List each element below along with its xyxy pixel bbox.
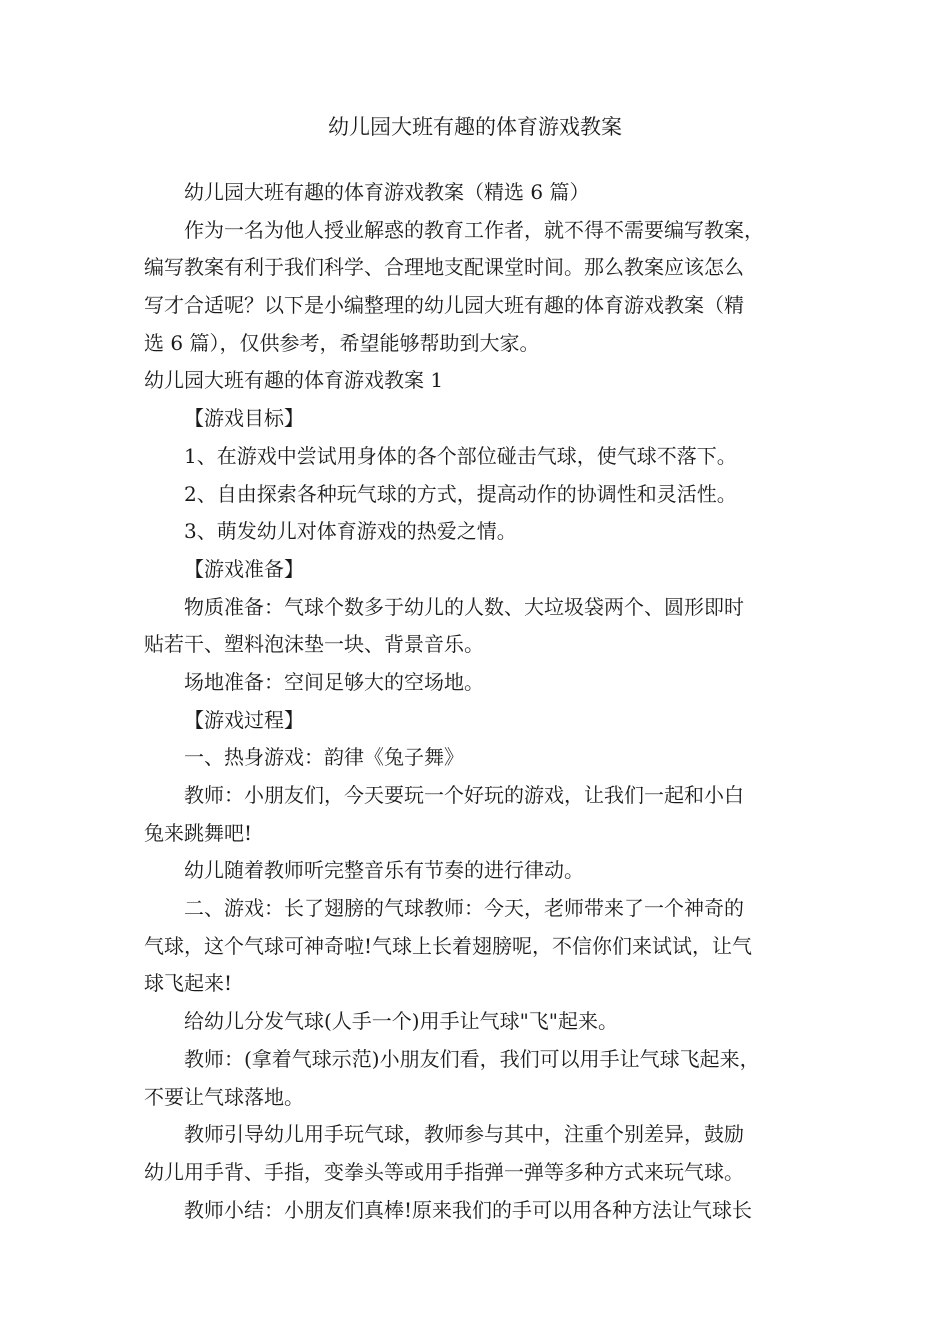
subheading: 【游戏过程】 [184, 707, 304, 732]
text-line: 3、萌发幼儿对体育游戏的热爱之情。 [184, 519, 517, 544]
text-line: 教师：小朋友们，今天要玩一个好玩的游戏，让我们一起和小白 [184, 783, 744, 807]
text-line: 兔来跳舞吧! [144, 820, 253, 845]
subheading: 【游戏准备】 [184, 556, 304, 581]
text-line: 编写教案有利于我们科学、合理地支配课堂时间。那么教案应该怎么 [144, 255, 744, 280]
text-line: 1、在游戏中尝试用身体的各个部位碰击气球，使气球不落下。 [184, 443, 737, 468]
text-line: 选 6 篇），仅供参考，希望能够帮助到大家。 [144, 330, 540, 355]
text-line: 幼儿用手背、手指，变拳头等或用手指弹一弹等多种方式来玩气球。 [144, 1159, 744, 1184]
text-line: 教师引导幼儿用手玩气球，教师参与其中，注重个别差异，鼓励 [184, 1122, 744, 1147]
text-line: 贴若干、塑料泡沫垫一块、背景音乐。 [144, 632, 484, 657]
text-line: 给幼儿分发气球(人手一个)用手让气球"飞"起来。 [184, 1009, 619, 1034]
text-line: 物质准备：气球个数多于幼儿的人数、大垃圾袋两个、圆形即时 [184, 594, 744, 619]
text-line: 幼儿随着教师听完整音乐有节奏的进行律动。 [184, 858, 584, 883]
section-heading: 幼儿园大班有趣的体育游戏教案 1 [144, 368, 444, 393]
text-line: 气球，这个气球可神奇啦!气球上长着翅膀呢，不信你们来试试，让气 [144, 933, 753, 958]
text-line: 教师小结：小朋友们真棒!原来我们的手可以用各种方法让气球长 [184, 1197, 753, 1222]
text-line: 2、自由探索各种玩气球的方式，提高动作的协调性和灵活性。 [184, 481, 737, 506]
text-line: 写才合适呢？以下是小编整理的幼儿园大班有趣的体育游戏教案（精 [144, 293, 744, 318]
text-line: 不要让气球落地。 [144, 1084, 304, 1109]
document-title: 幼儿园大班有趣的体育游戏教案 [328, 115, 622, 139]
text-line: 一、热身游戏：韵律《兔子舞》 [184, 745, 464, 770]
text-line: 作为一名为他人授业解惑的教育工作者，就不得不需要编写教案， [184, 217, 764, 242]
document-body [144, 174, 814, 1229]
text-line: 球飞起来! [144, 971, 233, 996]
text-line: 场地准备：空间足够大的空场地。 [184, 669, 484, 694]
text-line: 教师：(拿着气球示范)小朋友们看，我们可以用手让气球飞起来， [184, 1046, 760, 1071]
text-line: 二、游戏：长了翅膀的气球教师：今天，老师带来了一个神奇的 [184, 896, 744, 921]
text-line: 幼儿园大班有趣的体育游戏教案（精选 6 篇） [184, 180, 590, 204]
subheading: 【游戏目标】 [184, 406, 304, 431]
